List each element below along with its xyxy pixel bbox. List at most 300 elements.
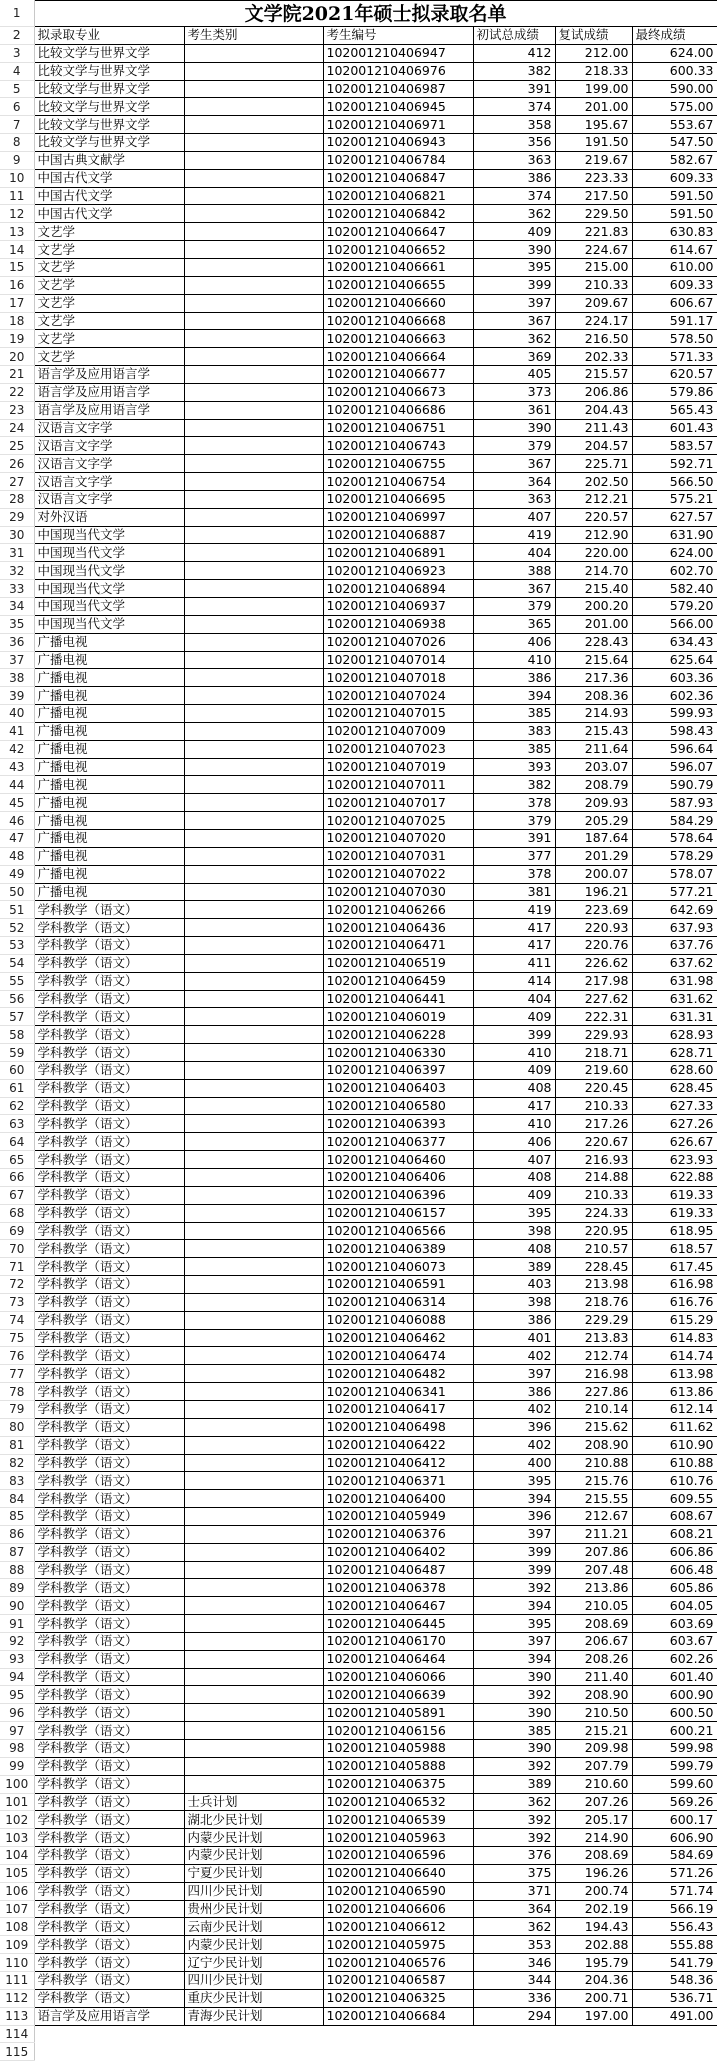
cell-category[interactable] bbox=[184, 865, 323, 883]
row-number[interactable]: 35 bbox=[0, 615, 34, 633]
cell-final-score[interactable]: 637.93 bbox=[632, 919, 717, 937]
cell-major[interactable]: 学科教学（语文） bbox=[34, 1704, 184, 1722]
row-number[interactable]: 56 bbox=[0, 990, 34, 1008]
row-number[interactable]: 67 bbox=[0, 1186, 34, 1204]
cell-retest-score[interactable]: 229.50 bbox=[555, 205, 632, 223]
cell-initial-score[interactable]: 392 bbox=[473, 1811, 555, 1829]
cell-retest-score[interactable]: 208.79 bbox=[555, 776, 632, 794]
cell-category[interactable]: 四川少民计划 bbox=[184, 1971, 323, 1989]
cell-final-score[interactable]: 603.69 bbox=[632, 1615, 717, 1633]
cell-initial-score[interactable]: 395 bbox=[473, 1615, 555, 1633]
cell-retest-score[interactable]: 208.90 bbox=[555, 1686, 632, 1704]
empty-cell[interactable] bbox=[323, 2043, 473, 2061]
row-number[interactable]: 62 bbox=[0, 1097, 34, 1115]
cell-retest-score[interactable]: 214.70 bbox=[555, 562, 632, 580]
row-number[interactable]: 71 bbox=[0, 1258, 34, 1276]
cell-retest-score[interactable]: 210.14 bbox=[555, 1400, 632, 1418]
cell-final-score[interactable]: 612.14 bbox=[632, 1400, 717, 1418]
cell-exam-id[interactable]: 102001210405949 bbox=[323, 1508, 473, 1526]
cell-retest-score[interactable]: 208.36 bbox=[555, 687, 632, 705]
cell-major[interactable]: 广播电视 bbox=[34, 651, 184, 669]
cell-initial-score[interactable]: 409 bbox=[473, 1008, 555, 1026]
cell-initial-score[interactable]: 410 bbox=[473, 1044, 555, 1062]
cell-initial-score[interactable]: 410 bbox=[473, 651, 555, 669]
cell-initial-score[interactable]: 417 bbox=[473, 919, 555, 937]
cell-initial-score[interactable]: 385 bbox=[473, 740, 555, 758]
row-number[interactable]: 21 bbox=[0, 366, 34, 384]
cell-retest-score[interactable]: 210.33 bbox=[555, 1097, 632, 1115]
cell-exam-id[interactable]: 102001210406378 bbox=[323, 1579, 473, 1597]
cell-retest-score[interactable]: 210.05 bbox=[555, 1597, 632, 1615]
row-number[interactable]: 8 bbox=[0, 134, 34, 152]
row-number[interactable]: 18 bbox=[0, 312, 34, 330]
cell-retest-score[interactable]: 212.74 bbox=[555, 1347, 632, 1365]
cell-retest-score[interactable]: 219.67 bbox=[555, 151, 632, 169]
cell-retest-score[interactable]: 201.00 bbox=[555, 98, 632, 116]
cell-retest-score[interactable]: 218.71 bbox=[555, 1044, 632, 1062]
cell-final-score[interactable]: 610.76 bbox=[632, 1472, 717, 1490]
cell-category[interactable] bbox=[184, 1061, 323, 1079]
cell-major[interactable]: 广播电视 bbox=[34, 865, 184, 883]
row-number[interactable]: 1 bbox=[0, 1, 34, 27]
cell-initial-score[interactable]: 381 bbox=[473, 883, 555, 901]
cell-category[interactable] bbox=[184, 1722, 323, 1740]
cell-initial-score[interactable]: 392 bbox=[473, 1829, 555, 1847]
cell-final-score[interactable]: 566.00 bbox=[632, 615, 717, 633]
cell-major[interactable]: 学科教学（语文） bbox=[34, 919, 184, 937]
cell-final-score[interactable]: 603.67 bbox=[632, 1632, 717, 1650]
cell-major[interactable]: 学科教学（语文） bbox=[34, 1525, 184, 1543]
cell-initial-score[interactable]: 409 bbox=[473, 223, 555, 241]
cell-category[interactable] bbox=[184, 615, 323, 633]
cell-major[interactable]: 学科教学（语文） bbox=[34, 1454, 184, 1472]
cell-initial-score[interactable]: 419 bbox=[473, 901, 555, 919]
cell-exam-id[interactable]: 102001210406997 bbox=[323, 508, 473, 526]
cell-final-score[interactable]: 616.76 bbox=[632, 1293, 717, 1311]
cell-category[interactable] bbox=[184, 44, 323, 62]
cell-category[interactable] bbox=[184, 330, 323, 348]
row-number[interactable]: 58 bbox=[0, 1026, 34, 1044]
cell-retest-score[interactable]: 213.98 bbox=[555, 1276, 632, 1294]
cell-initial-score[interactable]: 402 bbox=[473, 1436, 555, 1454]
cell-exam-id[interactable]: 102001210407023 bbox=[323, 740, 473, 758]
cell-retest-score[interactable]: 228.45 bbox=[555, 1258, 632, 1276]
cell-retest-score[interactable]: 217.26 bbox=[555, 1115, 632, 1133]
cell-exam-id[interactable]: 102001210407018 bbox=[323, 669, 473, 687]
cell-major[interactable]: 学科教学（语文） bbox=[34, 1740, 184, 1758]
cell-exam-id[interactable]: 102001210406019 bbox=[323, 1008, 473, 1026]
cell-exam-id[interactable]: 102001210407025 bbox=[323, 812, 473, 830]
row-number[interactable]: 114 bbox=[0, 2025, 34, 2043]
cell-major[interactable]: 学科教学（语文） bbox=[34, 1864, 184, 1882]
cell-initial-score[interactable]: 390 bbox=[473, 241, 555, 259]
cell-retest-score[interactable]: 205.17 bbox=[555, 1811, 632, 1829]
row-number[interactable]: 13 bbox=[0, 223, 34, 241]
cell-initial-score[interactable]: 406 bbox=[473, 633, 555, 651]
cell-exam-id[interactable]: 102001210406660 bbox=[323, 294, 473, 312]
cell-final-score[interactable]: 592.71 bbox=[632, 455, 717, 473]
cell-final-score[interactable]: 583.57 bbox=[632, 437, 717, 455]
cell-major[interactable]: 汉语言文字学 bbox=[34, 473, 184, 491]
row-number[interactable]: 10 bbox=[0, 169, 34, 187]
row-number[interactable]: 110 bbox=[0, 1954, 34, 1972]
cell-initial-score[interactable]: 385 bbox=[473, 705, 555, 723]
cell-exam-id[interactable]: 102001210406412 bbox=[323, 1454, 473, 1472]
cell-final-score[interactable]: 603.36 bbox=[632, 669, 717, 687]
row-number[interactable]: 63 bbox=[0, 1115, 34, 1133]
cell-final-score[interactable]: 634.43 bbox=[632, 633, 717, 651]
row-number[interactable]: 64 bbox=[0, 1133, 34, 1151]
cell-retest-score[interactable]: 211.40 bbox=[555, 1668, 632, 1686]
row-number[interactable]: 17 bbox=[0, 294, 34, 312]
row-number[interactable]: 14 bbox=[0, 241, 34, 259]
row-number[interactable]: 74 bbox=[0, 1311, 34, 1329]
cell-major[interactable]: 学科教学（语文） bbox=[34, 1240, 184, 1258]
cell-final-score[interactable]: 613.98 bbox=[632, 1365, 717, 1383]
cell-exam-id[interactable]: 102001210405975 bbox=[323, 1936, 473, 1954]
cell-final-score[interactable]: 600.50 bbox=[632, 1704, 717, 1722]
cell-final-score[interactable]: 591.17 bbox=[632, 312, 717, 330]
cell-exam-id[interactable]: 102001210406661 bbox=[323, 258, 473, 276]
cell-initial-score[interactable]: 398 bbox=[473, 1222, 555, 1240]
cell-category[interactable] bbox=[184, 151, 323, 169]
cell-category[interactable] bbox=[184, 562, 323, 580]
cell-retest-score[interactable]: 211.64 bbox=[555, 740, 632, 758]
row-number[interactable]: 88 bbox=[0, 1561, 34, 1579]
cell-final-score[interactable]: 616.98 bbox=[632, 1276, 717, 1294]
row-number[interactable]: 29 bbox=[0, 508, 34, 526]
cell-final-score[interactable]: 615.29 bbox=[632, 1311, 717, 1329]
cell-exam-id[interactable]: 102001210406695 bbox=[323, 490, 473, 508]
cell-final-score[interactable]: 569.26 bbox=[632, 1793, 717, 1811]
cell-retest-score[interactable]: 206.67 bbox=[555, 1632, 632, 1650]
row-number[interactable]: 95 bbox=[0, 1686, 34, 1704]
cell-initial-score[interactable]: 392 bbox=[473, 1686, 555, 1704]
cell-category[interactable] bbox=[184, 383, 323, 401]
cell-category[interactable] bbox=[184, 1365, 323, 1383]
cell-final-score[interactable]: 631.90 bbox=[632, 526, 717, 544]
row-number[interactable]: 84 bbox=[0, 1490, 34, 1508]
cell-exam-id[interactable]: 102001210406668 bbox=[323, 312, 473, 330]
cell-major[interactable]: 中国现当代文学 bbox=[34, 526, 184, 544]
cell-exam-id[interactable]: 102001210406663 bbox=[323, 330, 473, 348]
cell-exam-id[interactable]: 102001210407015 bbox=[323, 705, 473, 723]
cell-major[interactable]: 学科教学（语文） bbox=[34, 1971, 184, 1989]
row-number[interactable]: 70 bbox=[0, 1240, 34, 1258]
cell-category[interactable] bbox=[184, 829, 323, 847]
cell-exam-id[interactable]: 102001210406591 bbox=[323, 1276, 473, 1294]
cell-category[interactable] bbox=[184, 134, 323, 152]
cell-exam-id[interactable]: 102001210406580 bbox=[323, 1097, 473, 1115]
cell-final-score[interactable]: 590.00 bbox=[632, 80, 717, 98]
cell-exam-id[interactable]: 102001210406325 bbox=[323, 1989, 473, 2007]
cell-final-score[interactable]: 541.79 bbox=[632, 1954, 717, 1972]
row-number[interactable]: 103 bbox=[0, 1829, 34, 1847]
row-number[interactable]: 24 bbox=[0, 419, 34, 437]
cell-exam-id[interactable]: 102001210407024 bbox=[323, 687, 473, 705]
cell-exam-id[interactable]: 102001210406460 bbox=[323, 1151, 473, 1169]
cell-initial-score[interactable]: 375 bbox=[473, 1864, 555, 1882]
cell-initial-score[interactable]: 379 bbox=[473, 598, 555, 616]
cell-major[interactable]: 学科教学（语文） bbox=[34, 972, 184, 990]
cell-final-score[interactable]: 598.43 bbox=[632, 722, 717, 740]
cell-exam-id[interactable]: 102001210406606 bbox=[323, 1900, 473, 1918]
cell-final-score[interactable]: 582.67 bbox=[632, 151, 717, 169]
cell-major[interactable]: 学科教学（语文） bbox=[34, 1204, 184, 1222]
cell-category[interactable] bbox=[184, 972, 323, 990]
cell-final-score[interactable]: 566.19 bbox=[632, 1900, 717, 1918]
cell-initial-score[interactable]: 390 bbox=[473, 419, 555, 437]
cell-initial-score[interactable]: 399 bbox=[473, 1543, 555, 1561]
row-number[interactable]: 85 bbox=[0, 1508, 34, 1526]
cell-retest-score[interactable]: 202.33 bbox=[555, 348, 632, 366]
cell-final-score[interactable]: 600.21 bbox=[632, 1722, 717, 1740]
cell-retest-score[interactable]: 202.88 bbox=[555, 1936, 632, 1954]
cell-category[interactable] bbox=[184, 1347, 323, 1365]
cell-final-score[interactable]: 606.90 bbox=[632, 1829, 717, 1847]
cell-retest-score[interactable]: 215.62 bbox=[555, 1418, 632, 1436]
cell-category[interactable] bbox=[184, 1597, 323, 1615]
cell-major[interactable]: 文艺学 bbox=[34, 294, 184, 312]
cell-initial-score[interactable]: 407 bbox=[473, 1151, 555, 1169]
cell-retest-score[interactable]: 216.50 bbox=[555, 330, 632, 348]
cell-category[interactable] bbox=[184, 1115, 323, 1133]
cell-exam-id[interactable]: 102001210406088 bbox=[323, 1311, 473, 1329]
row-number[interactable]: 43 bbox=[0, 758, 34, 776]
cell-major[interactable]: 学科教学（语文） bbox=[34, 954, 184, 972]
row-number[interactable]: 78 bbox=[0, 1383, 34, 1401]
cell-category[interactable]: 宁夏少民计划 bbox=[184, 1864, 323, 1882]
row-number[interactable]: 94 bbox=[0, 1668, 34, 1686]
cell-category[interactable] bbox=[184, 1186, 323, 1204]
cell-major[interactable]: 文艺学 bbox=[34, 223, 184, 241]
cell-exam-id[interactable]: 102001210406842 bbox=[323, 205, 473, 223]
cell-initial-score[interactable]: 399 bbox=[473, 276, 555, 294]
cell-category[interactable] bbox=[184, 1508, 323, 1526]
cell-exam-id[interactable]: 102001210406755 bbox=[323, 455, 473, 473]
cell-retest-score[interactable]: 210.88 bbox=[555, 1454, 632, 1472]
cell-retest-score[interactable]: 214.90 bbox=[555, 1829, 632, 1847]
cell-retest-score[interactable]: 216.93 bbox=[555, 1151, 632, 1169]
cell-final-score[interactable]: 637.76 bbox=[632, 937, 717, 955]
cell-major[interactable]: 文艺学 bbox=[34, 241, 184, 259]
cell-initial-score[interactable]: 404 bbox=[473, 990, 555, 1008]
cell-retest-score[interactable]: 200.07 bbox=[555, 865, 632, 883]
cell-exam-id[interactable]: 102001210406987 bbox=[323, 80, 473, 98]
cell-final-score[interactable]: 596.07 bbox=[632, 758, 717, 776]
cell-exam-id[interactable]: 102001210406436 bbox=[323, 919, 473, 937]
cell-exam-id[interactable]: 102001210407009 bbox=[323, 722, 473, 740]
cell-category[interactable] bbox=[184, 1757, 323, 1775]
cell-retest-score[interactable]: 212.21 bbox=[555, 490, 632, 508]
header-retest-score[interactable]: 复试成绩 bbox=[555, 27, 632, 45]
cell-initial-score[interactable]: 394 bbox=[473, 1650, 555, 1668]
cell-exam-id[interactable]: 102001210406487 bbox=[323, 1561, 473, 1579]
cell-final-score[interactable]: 618.57 bbox=[632, 1240, 717, 1258]
cell-retest-score[interactable]: 205.29 bbox=[555, 812, 632, 830]
cell-retest-score[interactable]: 201.29 bbox=[555, 847, 632, 865]
cell-initial-score[interactable]: 378 bbox=[473, 794, 555, 812]
row-number[interactable]: 26 bbox=[0, 455, 34, 473]
cell-retest-score[interactable]: 208.69 bbox=[555, 1847, 632, 1865]
cell-category[interactable] bbox=[184, 169, 323, 187]
row-number[interactable]: 98 bbox=[0, 1740, 34, 1758]
cell-major[interactable]: 学科教学（语文） bbox=[34, 1686, 184, 1704]
cell-initial-score[interactable]: 390 bbox=[473, 1740, 555, 1758]
cell-final-score[interactable]: 547.50 bbox=[632, 134, 717, 152]
cell-retest-score[interactable]: 191.50 bbox=[555, 134, 632, 152]
cell-exam-id[interactable]: 102001210406377 bbox=[323, 1133, 473, 1151]
cell-retest-score[interactable]: 208.69 bbox=[555, 1615, 632, 1633]
cell-major[interactable]: 学科教学（语文） bbox=[34, 1472, 184, 1490]
row-number[interactable]: 40 bbox=[0, 705, 34, 723]
cell-initial-score[interactable]: 403 bbox=[473, 1276, 555, 1294]
cell-final-score[interactable]: 600.33 bbox=[632, 62, 717, 80]
row-number[interactable]: 15 bbox=[0, 258, 34, 276]
row-number[interactable]: 23 bbox=[0, 401, 34, 419]
cell-exam-id[interactable]: 102001210406376 bbox=[323, 1525, 473, 1543]
cell-retest-score[interactable]: 208.90 bbox=[555, 1436, 632, 1454]
cell-initial-score[interactable]: 367 bbox=[473, 580, 555, 598]
cell-initial-score[interactable]: 374 bbox=[473, 187, 555, 205]
cell-exam-id[interactable]: 102001210406587 bbox=[323, 1971, 473, 1989]
cell-major[interactable]: 中国现当代文学 bbox=[34, 562, 184, 580]
cell-exam-id[interactable]: 102001210407030 bbox=[323, 883, 473, 901]
cell-exam-id[interactable]: 102001210406673 bbox=[323, 383, 473, 401]
cell-category[interactable] bbox=[184, 401, 323, 419]
empty-cell[interactable] bbox=[34, 2025, 184, 2043]
cell-initial-score[interactable]: 395 bbox=[473, 258, 555, 276]
cell-major[interactable]: 学科教学（语文） bbox=[34, 937, 184, 955]
cell-final-score[interactable]: 624.00 bbox=[632, 544, 717, 562]
cell-category[interactable] bbox=[184, 223, 323, 241]
cell-exam-id[interactable]: 102001210406462 bbox=[323, 1329, 473, 1347]
cell-major[interactable]: 学科教学（语文） bbox=[34, 1151, 184, 1169]
cell-exam-id[interactable]: 102001210406596 bbox=[323, 1847, 473, 1865]
cell-major[interactable]: 中国古代文学 bbox=[34, 169, 184, 187]
cell-major[interactable]: 学科教学（语文） bbox=[34, 1954, 184, 1972]
cell-final-score[interactable]: 608.21 bbox=[632, 1525, 717, 1543]
cell-final-score[interactable]: 575.21 bbox=[632, 490, 717, 508]
cell-exam-id[interactable]: 102001210406459 bbox=[323, 972, 473, 990]
cell-retest-score[interactable]: 209.93 bbox=[555, 794, 632, 812]
cell-final-score[interactable]: 626.67 bbox=[632, 1133, 717, 1151]
cell-major[interactable]: 中国现当代文学 bbox=[34, 580, 184, 598]
cell-exam-id[interactable]: 102001210406923 bbox=[323, 562, 473, 580]
cell-retest-score[interactable]: 209.67 bbox=[555, 294, 632, 312]
cell-retest-score[interactable]: 220.67 bbox=[555, 1133, 632, 1151]
row-number[interactable]: 91 bbox=[0, 1615, 34, 1633]
cell-category[interactable] bbox=[184, 526, 323, 544]
row-number[interactable]: 102 bbox=[0, 1811, 34, 1829]
cell-retest-score[interactable]: 199.00 bbox=[555, 80, 632, 98]
cell-final-score[interactable]: 571.33 bbox=[632, 348, 717, 366]
cell-category[interactable] bbox=[184, 776, 323, 794]
cell-major[interactable]: 学科教学（语文） bbox=[34, 1186, 184, 1204]
row-number[interactable]: 7 bbox=[0, 116, 34, 134]
cell-final-score[interactable]: 614.67 bbox=[632, 241, 717, 259]
row-number[interactable]: 42 bbox=[0, 740, 34, 758]
cell-category[interactable] bbox=[184, 954, 323, 972]
cell-retest-score[interactable]: 224.33 bbox=[555, 1204, 632, 1222]
row-number[interactable]: 6 bbox=[0, 98, 34, 116]
cell-initial-score[interactable]: 377 bbox=[473, 847, 555, 865]
cell-exam-id[interactable]: 102001210406375 bbox=[323, 1775, 473, 1793]
row-number[interactable]: 9 bbox=[0, 151, 34, 169]
cell-final-score[interactable]: 602.26 bbox=[632, 1650, 717, 1668]
cell-major[interactable]: 学科教学（语文） bbox=[34, 1097, 184, 1115]
cell-major[interactable]: 学科教学（语文） bbox=[34, 1026, 184, 1044]
cell-initial-score[interactable]: 379 bbox=[473, 437, 555, 455]
cell-major[interactable]: 中国古代文学 bbox=[34, 205, 184, 223]
row-number[interactable]: 44 bbox=[0, 776, 34, 794]
cell-exam-id[interactable]: 102001210405963 bbox=[323, 1829, 473, 1847]
row-number[interactable]: 36 bbox=[0, 633, 34, 651]
cell-initial-score[interactable]: 386 bbox=[473, 1311, 555, 1329]
row-number[interactable]: 100 bbox=[0, 1775, 34, 1793]
cell-final-score[interactable]: 575.00 bbox=[632, 98, 717, 116]
row-number[interactable]: 99 bbox=[0, 1757, 34, 1775]
cell-retest-score[interactable]: 226.62 bbox=[555, 954, 632, 972]
cell-exam-id[interactable]: 102001210406894 bbox=[323, 580, 473, 598]
cell-final-score[interactable]: 606.67 bbox=[632, 294, 717, 312]
row-number[interactable]: 73 bbox=[0, 1293, 34, 1311]
cell-exam-id[interactable]: 102001210406784 bbox=[323, 151, 473, 169]
cell-final-score[interactable]: 565.43 bbox=[632, 401, 717, 419]
cell-category[interactable] bbox=[184, 294, 323, 312]
cell-major[interactable]: 对外汉语 bbox=[34, 508, 184, 526]
cell-major[interactable]: 广播电视 bbox=[34, 705, 184, 723]
empty-cell[interactable] bbox=[632, 2043, 717, 2061]
cell-category[interactable] bbox=[184, 758, 323, 776]
cell-category[interactable] bbox=[184, 1400, 323, 1418]
cell-major[interactable]: 学科教学（语文） bbox=[34, 1508, 184, 1526]
empty-cell[interactable] bbox=[632, 2025, 717, 2043]
cell-major[interactable]: 学科教学（语文） bbox=[34, 1133, 184, 1151]
cell-exam-id[interactable]: 102001210406887 bbox=[323, 526, 473, 544]
cell-retest-score[interactable]: 216.98 bbox=[555, 1365, 632, 1383]
cell-major[interactable]: 语言学及应用语言学 bbox=[34, 383, 184, 401]
cell-major[interactable]: 汉语言文字学 bbox=[34, 455, 184, 473]
cell-final-score[interactable]: 587.93 bbox=[632, 794, 717, 812]
cell-category[interactable] bbox=[184, 1650, 323, 1668]
cell-retest-score[interactable]: 200.71 bbox=[555, 1989, 632, 2007]
cell-initial-score[interactable]: 395 bbox=[473, 1204, 555, 1222]
cell-category[interactable] bbox=[184, 508, 323, 526]
cell-category[interactable] bbox=[184, 98, 323, 116]
row-number[interactable]: 54 bbox=[0, 954, 34, 972]
cell-final-score[interactable]: 566.50 bbox=[632, 473, 717, 491]
cell-category[interactable] bbox=[184, 687, 323, 705]
cell-category[interactable] bbox=[184, 669, 323, 687]
cell-major[interactable]: 学科教学（语文） bbox=[34, 1847, 184, 1865]
cell-exam-id[interactable]: 102001210406947 bbox=[323, 44, 473, 62]
cell-retest-score[interactable]: 214.88 bbox=[555, 1169, 632, 1187]
cell-initial-score[interactable]: 409 bbox=[473, 1061, 555, 1079]
cell-major[interactable]: 学科教学（语文） bbox=[34, 1829, 184, 1847]
row-number[interactable]: 52 bbox=[0, 919, 34, 937]
cell-final-score[interactable]: 613.86 bbox=[632, 1383, 717, 1401]
cell-retest-score[interactable]: 197.00 bbox=[555, 2007, 632, 2025]
cell-initial-score[interactable]: 356 bbox=[473, 134, 555, 152]
row-number[interactable]: 89 bbox=[0, 1579, 34, 1597]
row-number[interactable]: 19 bbox=[0, 330, 34, 348]
cell-category[interactable] bbox=[184, 794, 323, 812]
cell-initial-score[interactable]: 365 bbox=[473, 615, 555, 633]
cell-major[interactable]: 学科教学（语文） bbox=[34, 1543, 184, 1561]
cell-retest-score[interactable]: 220.00 bbox=[555, 544, 632, 562]
cell-initial-score[interactable]: 389 bbox=[473, 1775, 555, 1793]
